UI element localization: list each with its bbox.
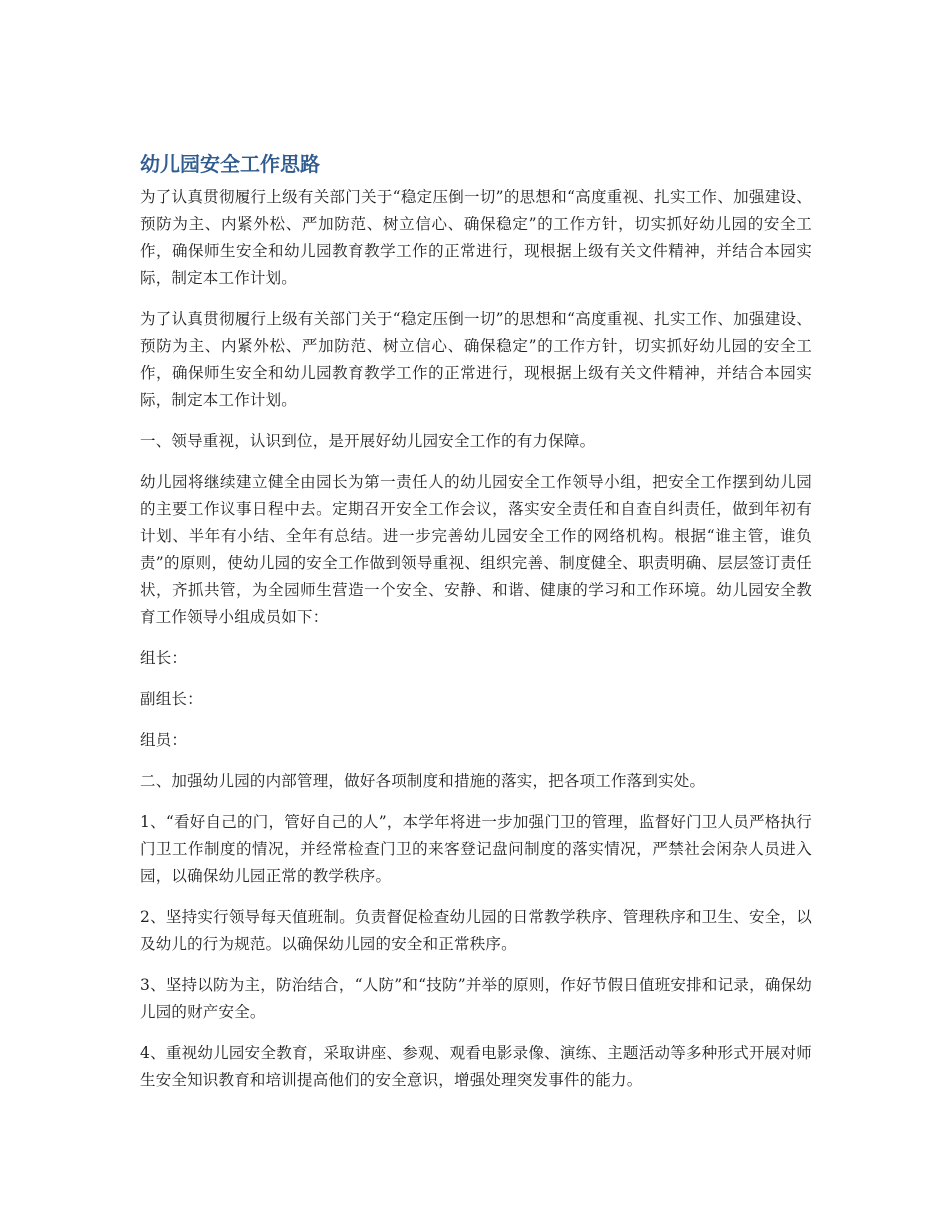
section-heading-management: 二、加强幼儿园的内部管理，做好各项制度和措施的落实，把各项工作落到实处。 <box>140 772 706 790</box>
leadership-paragraph: 幼儿园将继续建立健全由园长为第一责任人的幼儿园安全工作领导小组，把安全工作摆到幼儿园的主要工作议事日程中去。定期召开安全工作会议，落实安全责任和自查自纠责任，做到年初有计划、半年有小结、全年有总结。进一步完善幼儿园安全工作的网络机构。根据“谁主管，谁负责”的原则，使幼儿园的安全工作做到领导重视、组织完善、制度健全、职责明确、层层签订责任状，齐抓共管，为全园师生营造一个安全、安静、和谐、健康的学习和工作环境。幼儿园安全教育工作领导小组成员如下： <box>140 473 812 626</box>
team-members-line: 组员： <box>140 731 188 749</box>
section-heading-leadership: 一、领导重视，认识到位，是开展好幼儿园安全工作的有力保障。 <box>140 432 596 450</box>
document-page <box>140 150 812 1108</box>
list-item-gate-management: 1、“看好自己的门，管好自己的人”，本学年将进一步加强门卫的管理，监督好门卫人员严格执行门卫工作制度的情况，并经常检查门卫的来客登记盘问制度的落实情况，严禁社会闲杂人员进入园，以确保幼儿园正常的教学秩序。 <box>140 813 812 885</box>
document-title: 幼儿园安全工作思路 <box>140 152 320 176</box>
deputy-leader-line: 副组长： <box>140 690 203 708</box>
list-item-prevention: 3、坚持以防为主，防治结合，“人防”和“技防”并举的原则，作好节假日值班安排和记录，确保幼儿园的财产安全。 <box>140 976 812 1021</box>
team-leader-line: 组长： <box>140 649 188 667</box>
intro-paragraph: 为了认真贯彻履行上级有关部门关于“稳定压倒一切”的思想和“高度重视、扎实工作、加强建设、预防为主、内紧外松、严加防范、树立信心、确保稳定”的工作方针，切实抓好幼儿园的安全工作，确保师生安全和幼儿园教育教学工作的正常进行，现根据上级有关文件精神，并结合本园实际，制定本工作计划。 <box>140 188 812 287</box>
list-item-safety-education: 4、重视幼儿园安全教育，采取讲座、参观、观看电影录像、演练、主题活动等多种形式开展对师生安全知识教育和培训提高他们的安全意识，增强处理突发事件的能力。 <box>140 1044 812 1089</box>
intro-paragraph-repeat: 为了认真贯彻履行上级有关部门关于“稳定压倒一切”的思想和“高度重视、扎实工作、加强建设、预防为主、内紧外松、严加防范、树立信心、确保稳定”的工作方针，切实抓好幼儿园的安全工作，确保师生安全和幼儿园教育教学工作的正常进行，现根据上级有关文件精神，并结合本园实际，制定本工作计划。 <box>140 310 812 409</box>
list-item-duty-system: 2、坚持实行领导每天值班制。负责督促检查幼儿园的日常教学秩序、管理秩序和卫生、安全，以及幼儿的行为规范。以确保幼儿园的安全和正常秩序。 <box>140 908 812 953</box>
